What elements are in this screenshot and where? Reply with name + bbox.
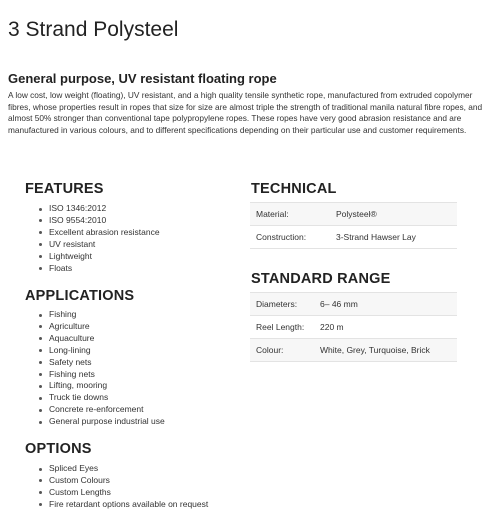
applications-heading: APPLICATIONS <box>25 288 135 304</box>
features-list <box>37 203 160 274</box>
standard-range-heading: STANDARD RANGE <box>251 271 391 287</box>
bullet-icon <box>39 219 42 222</box>
technical-table <box>250 202 457 249</box>
list-item: Lightweight <box>37 251 160 263</box>
page-subtitle: General purpose, UV resistant floating rope <box>8 71 277 86</box>
bullet-icon <box>39 325 42 328</box>
bullet-icon <box>39 503 42 506</box>
list-item: Lifting, mooring <box>37 380 165 392</box>
bullet-icon <box>39 314 42 317</box>
list-item: General purpose industrial use <box>37 416 165 428</box>
options-heading: OPTIONS <box>25 441 92 457</box>
bullet-icon <box>39 373 42 376</box>
bullet-icon <box>39 421 42 424</box>
spec-value: Polysteel® <box>336 203 457 226</box>
list-item: Spliced Eyes <box>37 463 208 475</box>
standard-range-table <box>250 292 457 362</box>
bullet-icon <box>39 231 42 234</box>
bullet-icon <box>39 385 42 388</box>
bullet-icon <box>39 479 42 482</box>
page-title: 3 Strand Polysteel <box>8 18 179 41</box>
list-item: Safety nets <box>37 357 165 369</box>
list-item: Fishing nets <box>37 369 165 381</box>
spec-value: 6– 46 mm <box>320 293 457 316</box>
bullet-icon <box>39 243 42 246</box>
list-item: Aquaculture <box>37 333 165 345</box>
table-row <box>250 316 457 339</box>
intro-paragraph: A low cost, low weight (floating), UV resistant, and a high quality tensile synthetic rope, manufactured from extruded copolymer fibres, whose properties result in ropes that size for size are almost triple the strength of traditional manila natural fibre ropes, and almost 50% stronger than conventional tape polypropylene ropes. These ropes have very good abrasion resistance and are manufactured in various colours, and to different specifications depending on their particular use and customer requirements. <box>8 90 483 135</box>
spec-label: Diameters: <box>250 293 320 316</box>
spec-value: 3-Strand Hawser Lay <box>336 226 457 249</box>
table-row <box>250 339 457 362</box>
list-item: ISO 1346:2012 <box>37 203 160 215</box>
list-item: Concrete re-enforcement <box>37 404 165 416</box>
list-item: Custom Lengths <box>37 487 208 499</box>
spec-label: Construction: <box>250 226 336 249</box>
bullet-icon <box>39 337 42 340</box>
bullet-icon <box>39 409 42 412</box>
list-item: Fire retardant options available on request <box>37 499 208 511</box>
bullet-icon <box>39 349 42 352</box>
table-row <box>250 226 457 249</box>
technical-heading: TECHNICAL <box>251 181 337 197</box>
list-item: Custom Colours <box>37 475 208 487</box>
list-item: Floats <box>37 263 160 275</box>
list-item: UV resistant <box>37 239 160 251</box>
options-list <box>37 463 208 511</box>
list-item: Long-lining <box>37 345 165 357</box>
spec-value: White, Grey, Turquoise, Brick <box>320 339 457 362</box>
spec-label: Material: <box>250 203 336 226</box>
list-item: Excellent abrasion resistance <box>37 227 160 239</box>
features-heading: FEATURES <box>25 181 104 197</box>
spec-label: Reel Length: <box>250 316 320 339</box>
bullet-icon <box>39 397 42 400</box>
bullet-icon <box>39 491 42 494</box>
spec-label: Colour: <box>250 339 320 362</box>
table-row <box>250 203 457 226</box>
applications-list <box>37 309 165 428</box>
bullet-icon <box>39 361 42 364</box>
list-item: Truck tie downs <box>37 392 165 404</box>
table-row <box>250 293 457 316</box>
spec-value: 220 m <box>320 316 457 339</box>
list-item: Agriculture <box>37 321 165 333</box>
bullet-icon <box>39 255 42 258</box>
list-item: Fishing <box>37 309 165 321</box>
bullet-icon <box>39 468 42 471</box>
list-item: ISO 9554:2010 <box>37 215 160 227</box>
bullet-icon <box>39 208 42 211</box>
bullet-icon <box>39 267 42 270</box>
